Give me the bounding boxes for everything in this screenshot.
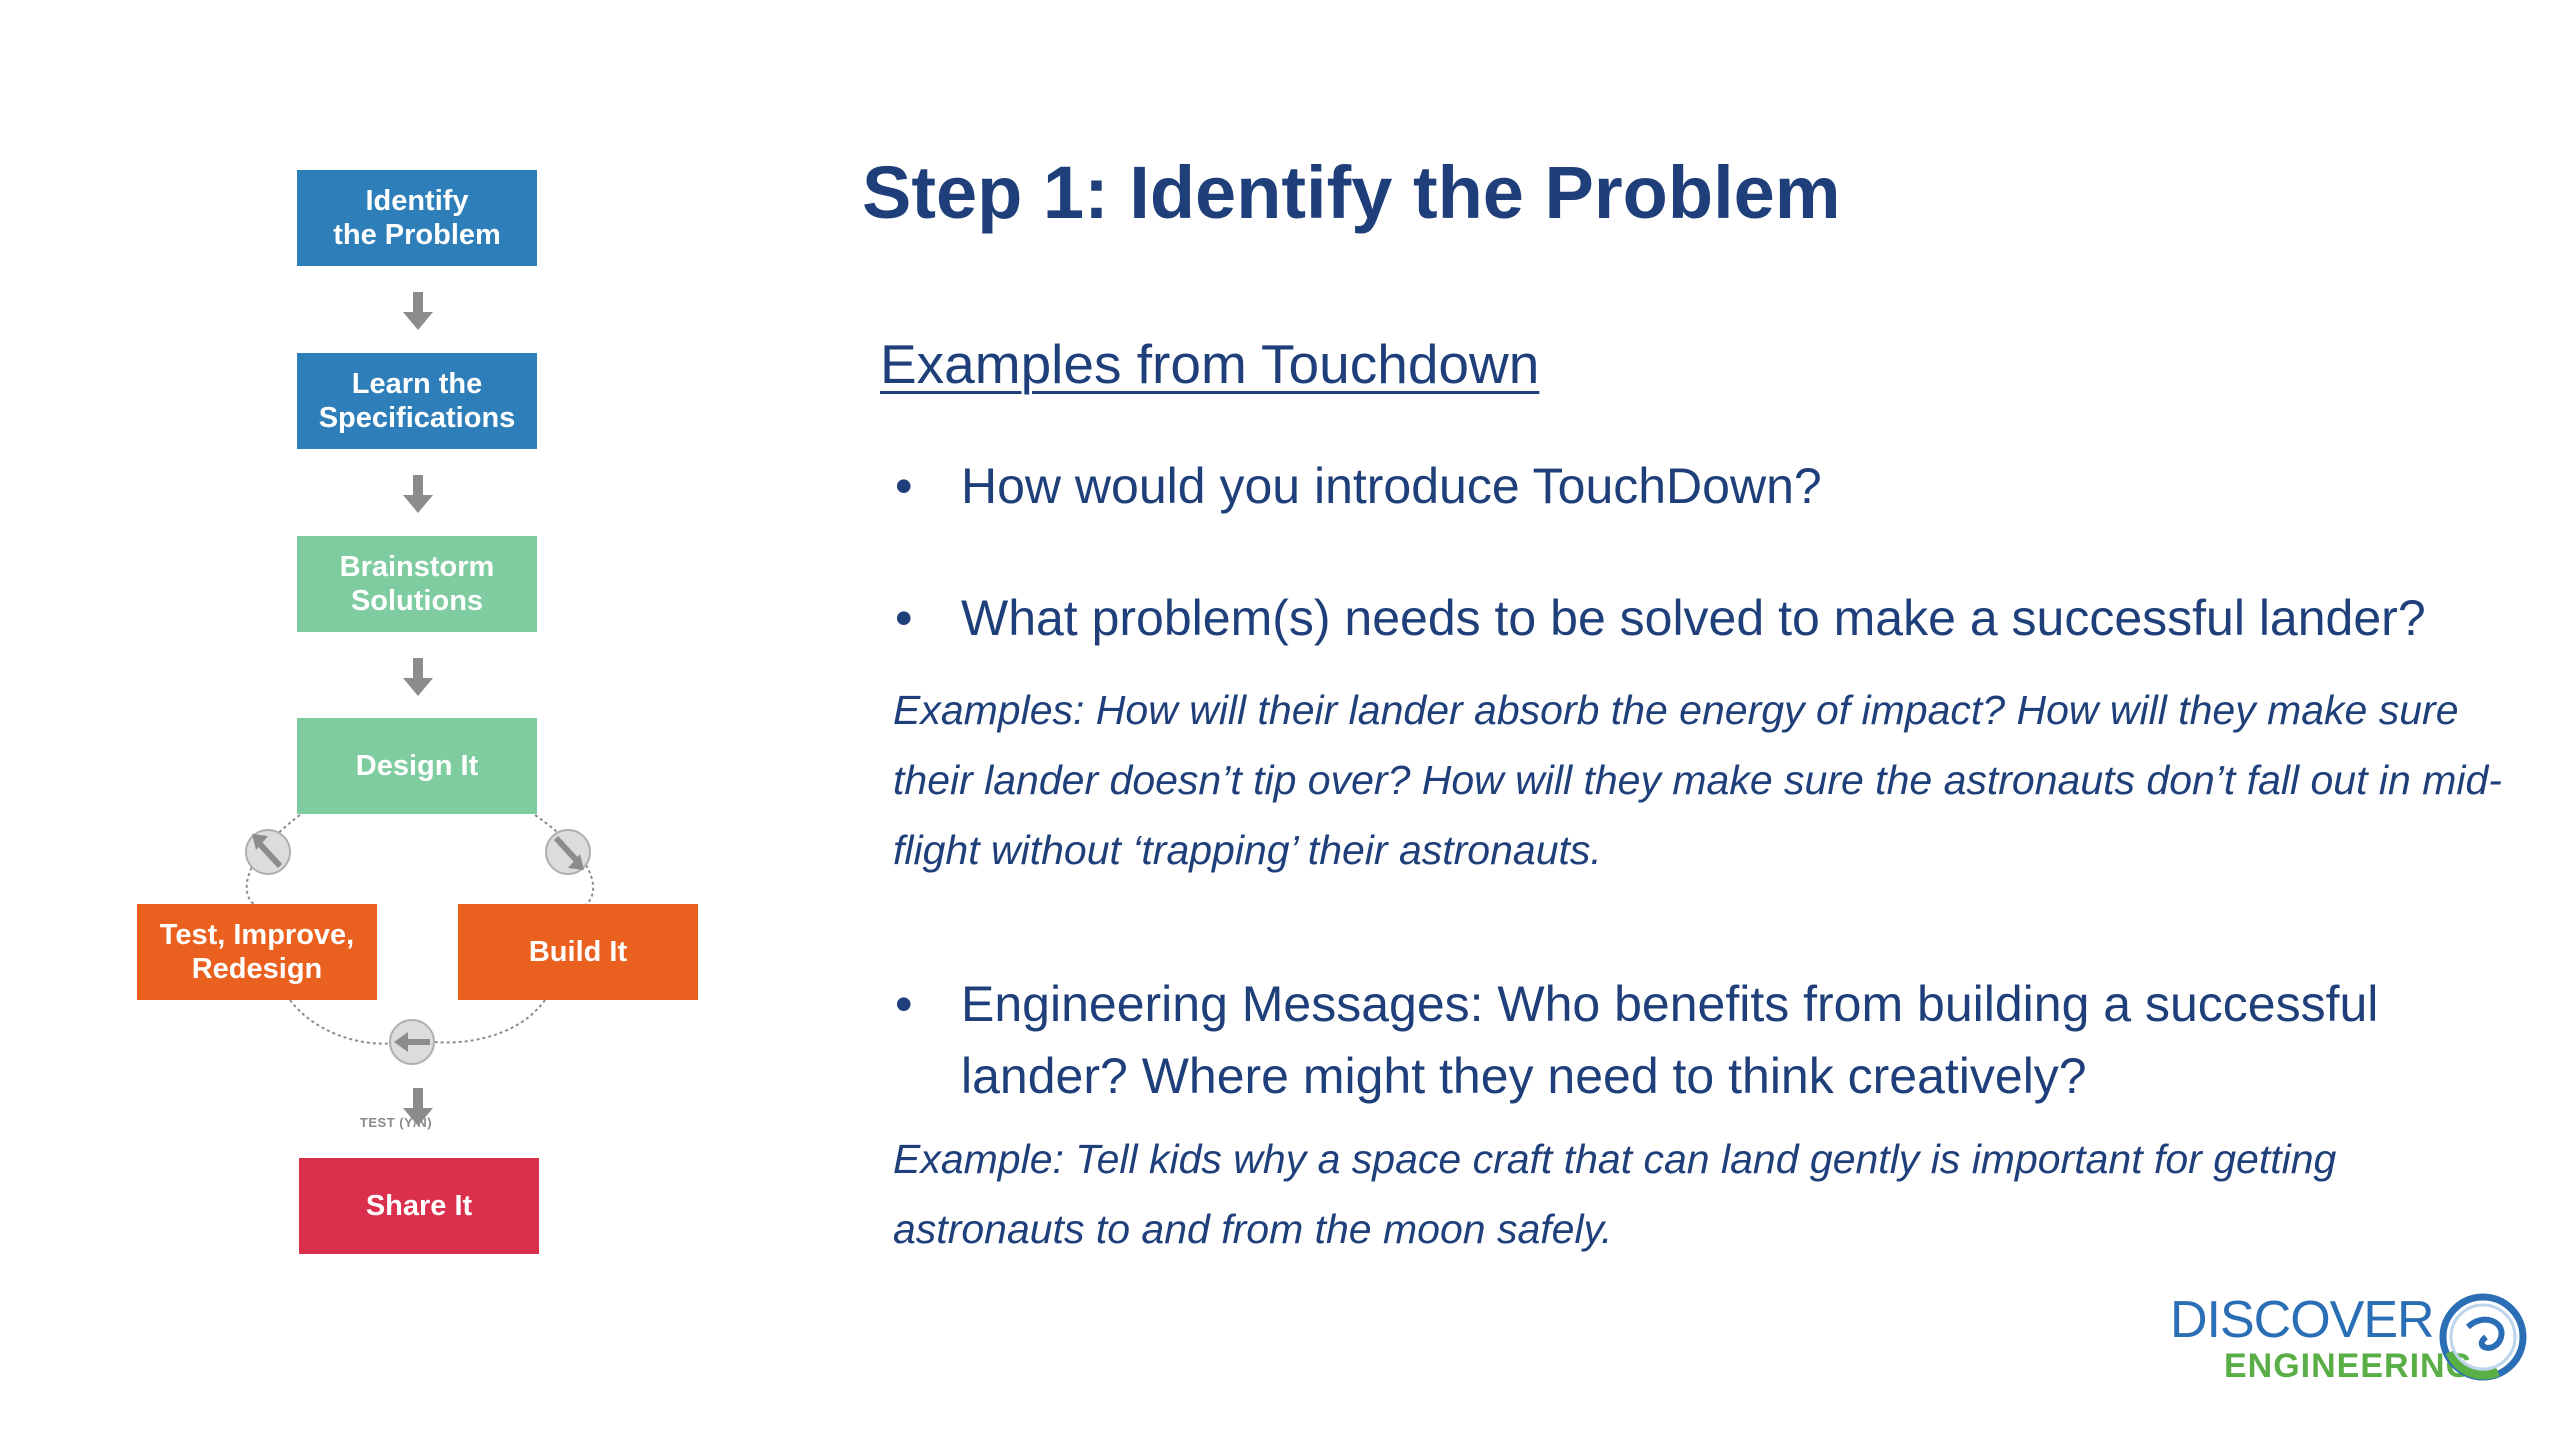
loop-exit-label: TEST (Y/N) xyxy=(359,1115,433,1130)
bullet-marker: • xyxy=(895,976,913,1032)
bullet-item xyxy=(895,450,2535,530)
logo-text-discover: DISCOVER xyxy=(2170,1291,2434,1349)
arrow-down-icon xyxy=(403,475,433,513)
example-text: Example: Tell kids why a space craft that can land gently is important for getting astronauts to and from the moon safely. xyxy=(893,1136,2337,1252)
step-test-improve-redesign: Test, Improve, Redesign xyxy=(137,904,377,1000)
step-build-it: Build It xyxy=(458,904,698,1000)
step-design-it: Design It xyxy=(297,718,537,814)
arrow-down-icon xyxy=(403,658,433,696)
bullet-text: Engineering Messages: Who benefits from building a successful lander? Where might they need to think creatively? xyxy=(961,976,2379,1104)
bullet-marker: • xyxy=(895,590,913,646)
circle-arrow-down-right-icon xyxy=(546,830,590,874)
step-identify-problem: Identify the Problem xyxy=(297,170,537,266)
bullet-text: What problem(s) needs to be solved to make a successful lander? xyxy=(961,590,2426,646)
example-text: Examples: How will their lander absorb the energy of impact? How will they make sure their lander doesn’t tip over? How will they make sure the astronauts don’t fall out in mid-flight without ‘trapping’ their astronauts. xyxy=(893,687,2502,873)
discover-engineering-logo xyxy=(2170,1290,2530,1400)
step-share-it: Share It xyxy=(299,1158,539,1254)
section-subtitle: Examples from Touchdown xyxy=(880,333,1540,395)
circle-arrow-left-icon xyxy=(390,1020,434,1064)
globe-icon xyxy=(2438,1292,2528,1382)
step-learn-specifications: Learn the Specifications xyxy=(297,353,537,449)
arrow-down-icon xyxy=(403,292,433,330)
step-brainstorm-solutions: Brainstorm Solutions xyxy=(297,536,537,632)
bullet-item xyxy=(895,582,2535,662)
slide-title: Step 1: Identify the Problem xyxy=(862,151,1841,234)
logo-text-engineering: ENGINEERING xyxy=(2224,1347,2474,1385)
circle-arrow-up-left-icon xyxy=(246,830,290,874)
bullet-text: How would you introduce TouchDown? xyxy=(961,458,1822,514)
bullet-marker: • xyxy=(895,458,913,514)
bullet-item xyxy=(895,968,2535,1118)
